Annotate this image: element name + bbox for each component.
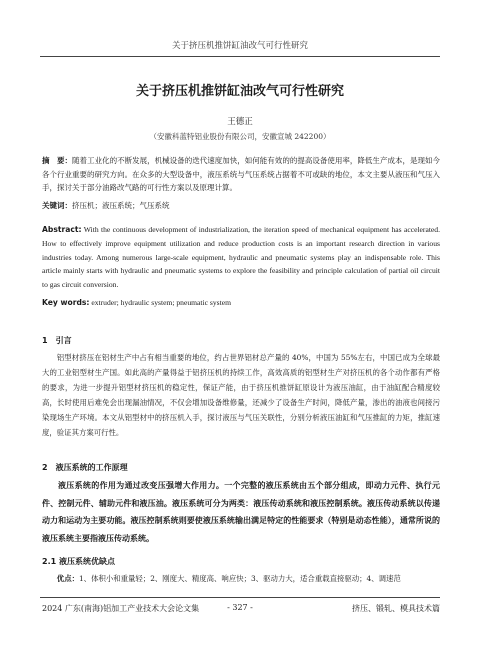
affiliation: （安徽科蓝特铝业股份有限公司，安徽宣城 242200） <box>149 132 331 141</box>
keywords-en <box>42 296 440 310</box>
section-2-1-body <box>42 571 440 586</box>
section-2-1-heading: 2.1 液压系统优缺点 <box>42 557 115 566</box>
section-1-heading: 1 引言 <box>42 336 72 345</box>
abstract-cn-text: 随着工业化的不断发展，机械设备的迭代速度加快，如何能有效的的提高设备使用率，降低生产成本，是现如今各个行业重要的研究方向。在众多的大型设备中，液压系统与气压系统占据着不可或缺的地位，本文主要从液压和气压入手，探讨关于部分油路改气路的可行性方案以及原理计算。 <box>42 156 441 193</box>
paper-title: 关于挤压机推饼缸油改气可行性研究 <box>135 84 344 99</box>
section-2-heading: 2 液压系统的工作原理 <box>42 463 128 472</box>
keywords-cn <box>42 199 440 213</box>
abstract-en <box>42 223 440 292</box>
header-rule <box>40 56 440 57</box>
section-1-body: 铝型材挤压在铝材生产中占有相当重要的地位，约占世界铝材总产量的 40%，中国为 55%左右，中国已成为全球最大的工业铝型材生产国。如此高的产量得益于铝挤压机的持续工作，高效高质的铝型材生产对挤压机的各个动作都有严格的要求，为进一步提升铝型材挤压机的稳定性，保证产能，由于挤压机推饼缸原设计为液压油缸，由于油缸配合精度较高，长时使用后难免会出现漏油情况，不仅会增加设备维修量，还减少了设备生产时间，降低产量，渗出的油液也间接污染现场生产环境。本文从铝型材中的挤压机入手，探讨液压与气压关联性，分别分析液压油缸和气压推缸的力矩，推缸速度，验证其方案可行性。 <box>42 353 440 437</box>
keywords-en-text: extruder; hydraulic system; pneumatic system <box>89 298 231 307</box>
footer-rule <box>40 597 440 598</box>
footer-right: 挤压、锻轧、模具技术篇 <box>352 604 440 613</box>
abstract-cn <box>42 154 440 195</box>
abstract-cn-label: 摘 要： <box>42 156 73 165</box>
keywords-cn-label: 关键词： <box>42 201 72 210</box>
author: 王德正 <box>227 117 253 127</box>
keywords-en-label: Key words: <box>42 298 90 307</box>
advantages-text: 1、体积小和重量轻；2、刚度大、精度高、响应快；3、驱动力大，适合重载直接驱动；4、调速范 <box>78 574 401 583</box>
page-number: - 327 - <box>227 603 253 612</box>
footer-left: 2024 广东(南海)铝加工产业技术大会论文集 <box>42 604 200 613</box>
keywords-cn-text: 挤压机；液压系统；气压系统 <box>72 201 170 210</box>
abstract-en-text: With the continuous development of industrialization, the iteration speed of mechanical equipment has accelerated. How to effectively improve equipment utilization and reduce production costs is an important research direction in various industries today. Among numerous large-scale equipment, hydraulic and pneumatic systems play an indispensable role. This article mainly starts with hydraulic and pneumatic systems to explore the feasibility and principle calculation of partial oil circuit to gas circuit conversion. <box>42 225 440 290</box>
abstract-en-label: Abstract: <box>42 225 82 234</box>
running-header: 关于挤压机推饼缸油改气可行性研究 <box>171 41 308 51</box>
advantages-label: 优点： <box>56 574 79 583</box>
section-2-body: 液压系统的作用为通过改变压强增大作用力。一个完整的液压系统由五个部分组成，即动力元件、执行元件、控制元件、辅助元件和液压油。液压系统可分为两类：液压传动系统和液压控制系统。液压传动系统以传递动力和运动为主要功能。液压控制系统则要使液压系统输出满足特定的性能要求（特别是动态性能），通常所说的液压系统主要指液压传动系统。 <box>42 480 440 543</box>
